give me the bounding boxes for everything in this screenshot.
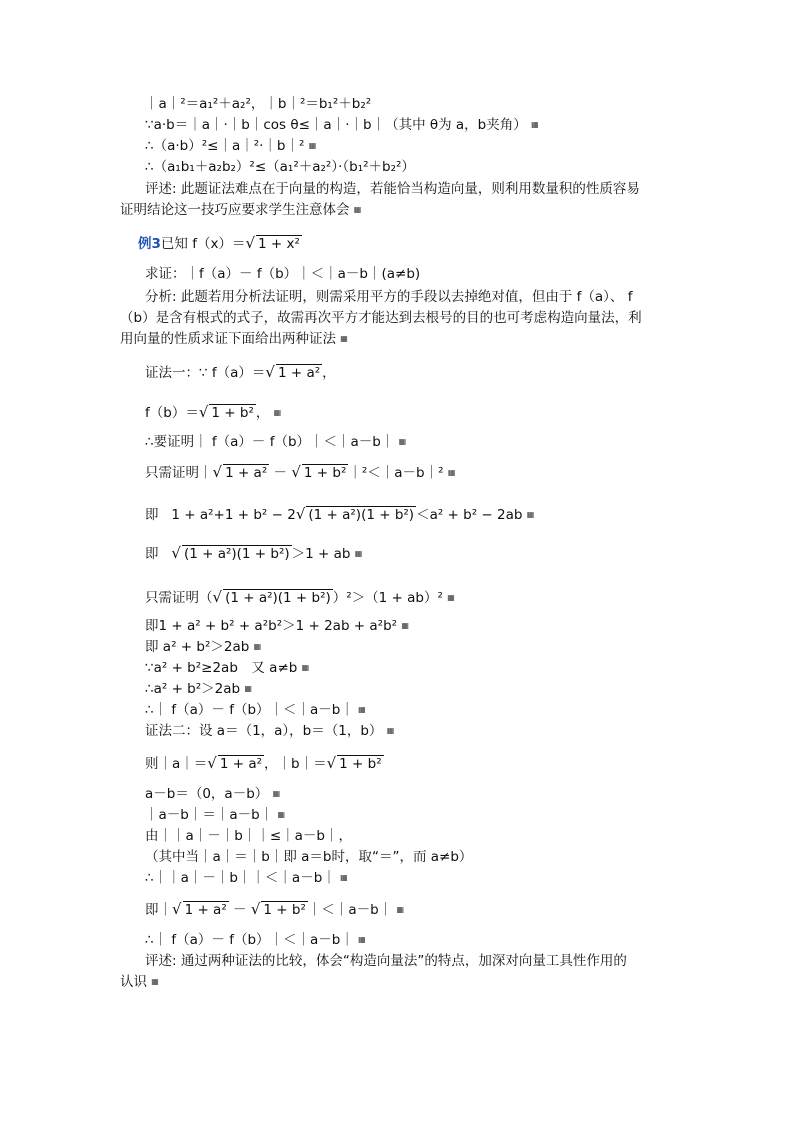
- text-line-34: 认识 ▦: [120, 974, 158, 990]
- mark-glyph: ▦: [308, 141, 316, 150]
- mark-glyph: ▦: [151, 977, 158, 986]
- mark-glyph: ▦: [277, 810, 285, 819]
- text-line-1: ｜a｜²＝a₁²＋a₂²，｜b｜²＝b₁²＋b₂²: [145, 96, 372, 112]
- mark-glyph: ▦: [401, 621, 408, 630]
- text-line-29: （其中当｜a｜＝｜b｜即 a＝b时，取“＝”，而 a≠b）: [145, 849, 473, 865]
- text-line-22: ∴a² + b²＞2ab ▦: [145, 681, 251, 697]
- text-line-8: 求证：｜f（a）－ f（b）｜＜｜a－b｜(a≠b): [145, 266, 421, 282]
- text-line-5: 评述: 此题证法难点在于向量的构造，若能恰当构造向量，则利用数量积的性质容易: [145, 181, 640, 197]
- mark-glyph: ▦: [354, 549, 362, 558]
- mark-glyph: ▦: [273, 408, 281, 417]
- mark-glyph: ▦: [358, 935, 365, 944]
- mark-glyph: ▦: [386, 726, 394, 735]
- example-label: 例: [138, 236, 152, 252]
- mark-glyph: ▦: [353, 205, 361, 214]
- mark-glyph: ▦: [398, 437, 406, 446]
- mark-glyph: ▦: [526, 510, 534, 519]
- mark-glyph: ▦: [447, 593, 454, 602]
- text-line-27: ｜a－b｜＝｜a－b｜ ▦: [145, 807, 285, 823]
- proof-1-fb: f（b）＝√ 1 + b² ， ▦: [145, 403, 281, 421]
- text-line-30: ∴｜｜a｜－｜b｜｜＜｜a－b｜ ▦: [145, 870, 347, 886]
- text-line-20: 即 a² + b²＞2ab ▦: [145, 639, 261, 655]
- text-line-11: 用向量的性质求证下面给出两种证法 ▦: [120, 331, 347, 347]
- text-line-10: （b）是含有根式的式子，故需再次平方才能达到去根号的目的也可考虑构造向量法，利: [120, 310, 642, 326]
- text-line-2: ∵a·b＝｜a｜·｜b｜cos θ≤｜a｜·｜b｜（其中 θ为 a，b夹角） ▦: [145, 117, 538, 133]
- proof-2-conclusion-line: 即｜√ 1 + a² － √ 1 + b² ｜＜｜a－b｜ ▦: [145, 900, 404, 918]
- text-line-21: ∵a² + b²≥2ab 又 a≠b ▦: [145, 660, 309, 676]
- text-line-4: ∴（a₁b₁＋a₂b₂）²≤（a₁²＋a₂²）·（b₁²＋b₂²）: [145, 159, 415, 175]
- text-line-19: 即1 + a² + b² + a²b²＞1 + 2ab + a²b² ▦: [145, 618, 408, 634]
- example-3-heading: 例3已知 f（x）＝√ 1 + x²: [138, 234, 300, 252]
- text-line-14: ∴要证明｜ f（a）－ f（b）｜＜｜a－b｜ ▦: [145, 434, 406, 450]
- mark-glyph: ▦: [244, 684, 251, 693]
- mark-glyph: ▦: [447, 468, 455, 477]
- text-line-6: 证明结论这一技巧应要求学生注意体会 ▦: [120, 202, 361, 218]
- need-to-prove-line: 只需证明｜√ 1 + a² － √ 1 + b² ｜²＜｜a－b｜² ▦: [145, 463, 455, 481]
- text-line-9: 分析: 此题若用分析法证明，则需采用平方的手段以去掉绝对值，但由于 f（a）、 f: [145, 289, 633, 305]
- need-to-prove-line-2: 只需证明（√ (1 + a²)(1 + b²) ）²＞（1 + ab）² ▦: [145, 588, 454, 606]
- mark-glyph: ▦: [301, 663, 309, 672]
- mark-glyph: ▦: [358, 705, 365, 714]
- inequality-line-1: 即 1 + a²+1 + b² − 2√ (1 + a²)(1 + b²) ＜a² + b² − 2ab ▦: [145, 505, 534, 523]
- text-line-3: ∴（a·b）²≤｜a｜²·｜b｜² ▦: [145, 138, 316, 154]
- text-line-26: a－b＝（0，a－b） ▦: [145, 786, 280, 802]
- mark-glyph: ▦: [396, 905, 404, 914]
- proof-2-norms: 则｜a｜＝√ 1 + a² ，｜b｜＝√ 1 + b²: [145, 754, 382, 772]
- mark-glyph: ▦: [531, 120, 538, 129]
- text-line-28: 由｜｜a｜－｜b｜｜≤｜a－b｜，: [145, 828, 352, 844]
- mark-glyph: ▦: [253, 642, 261, 651]
- mark-glyph: ▦: [340, 334, 347, 343]
- example-number: 3: [151, 236, 161, 252]
- inequality-line-2: 即 √ (1 + a²)(1 + b²) ＞1 + ab ▦: [145, 544, 362, 562]
- mark-glyph: ▦: [340, 873, 347, 882]
- text-line-24: 证法二：设 a＝（1，a），b＝（1，b） ▦: [145, 723, 394, 739]
- text-line-23: ∴｜ f（a）－ f（b）｜＜｜a－b｜ ▦: [145, 702, 365, 718]
- mark-glyph: ▦: [272, 789, 280, 798]
- text-line-32: ∴｜ f（a）－ f（b）｜＜｜a－b｜ ▦: [145, 932, 365, 948]
- proof-1-start: 证法一：∵ f（a）＝√ 1 + a² ，: [145, 363, 336, 381]
- text-line-33: 评述: 通过两种证法的比较，体会“构造向量法”的特点，加深对向量工具性作用的: [145, 953, 627, 969]
